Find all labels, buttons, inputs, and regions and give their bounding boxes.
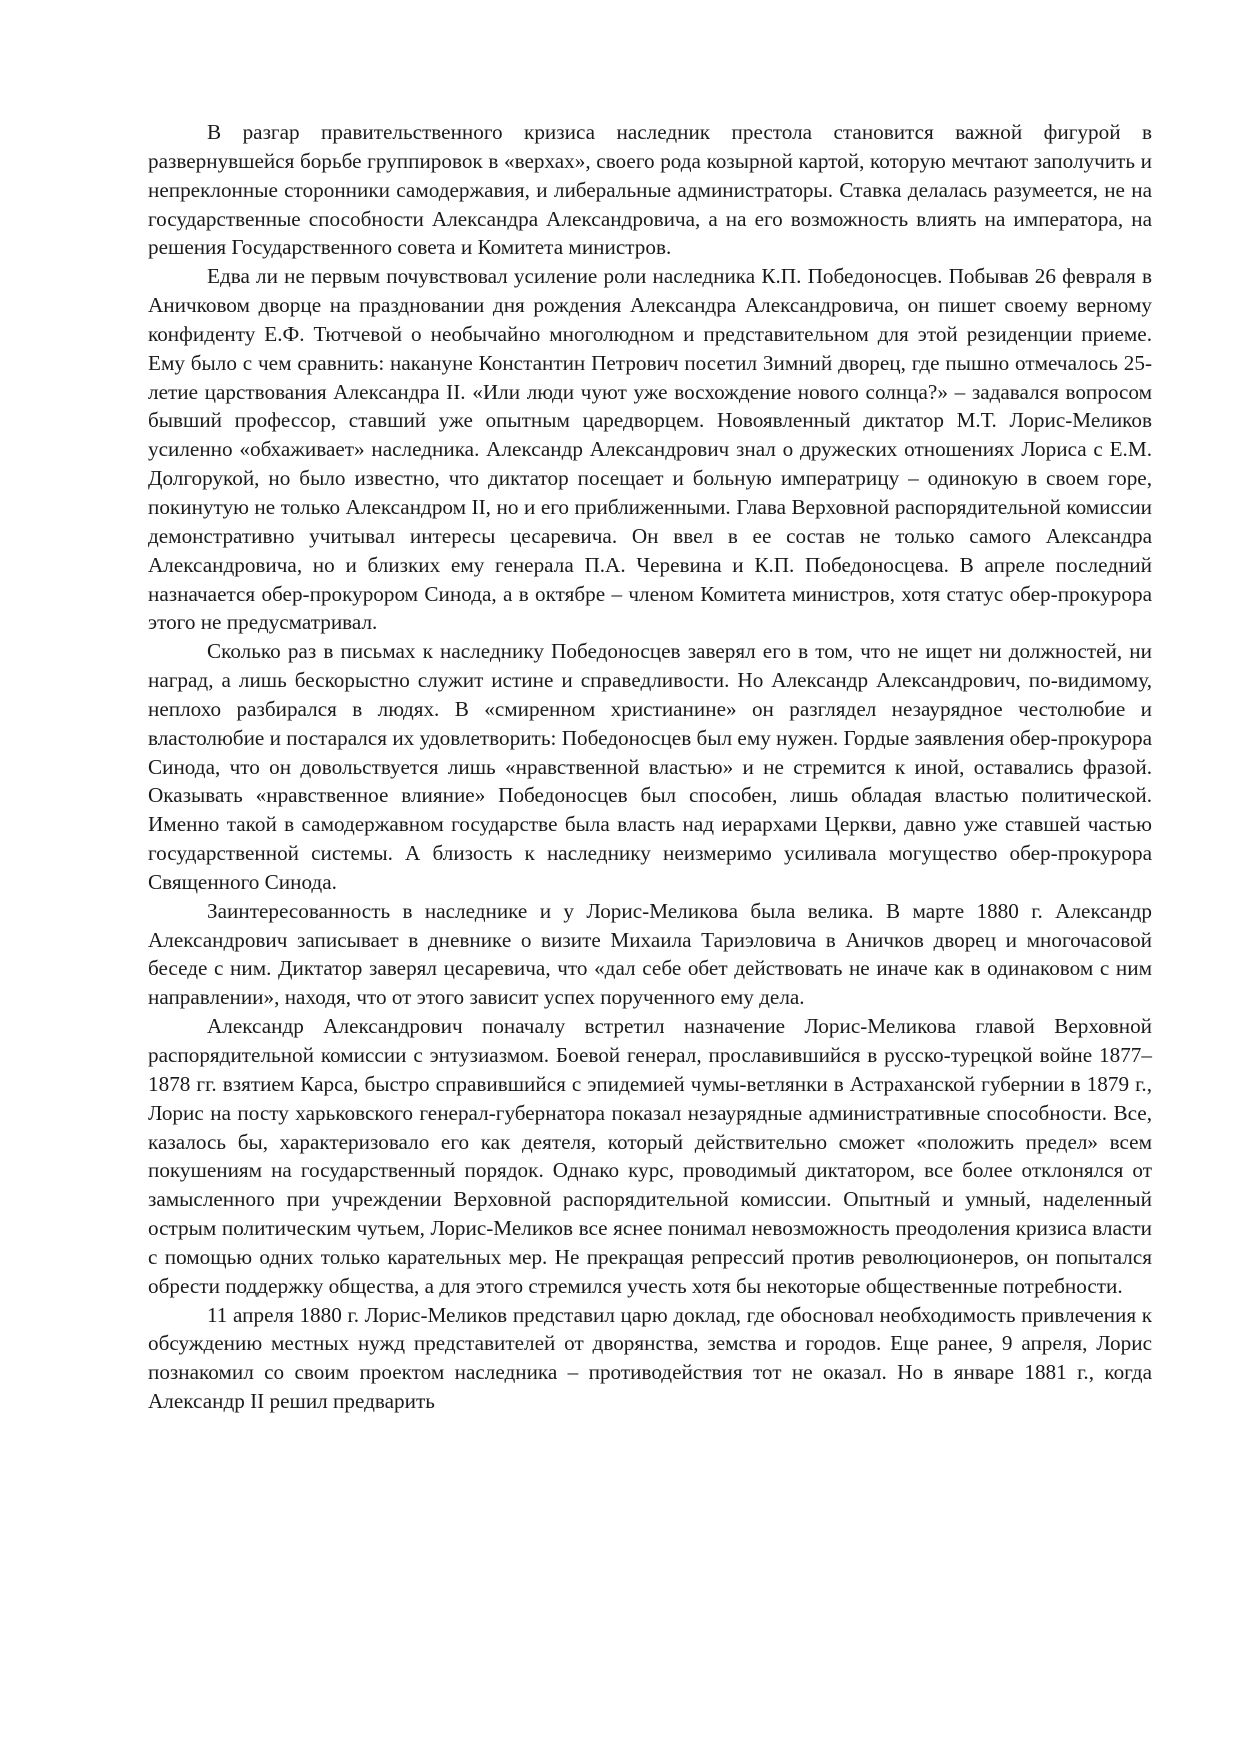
paragraph: 11 апреля 1880 г. Лорис-Меликов представил царю доклад, где обосновал необходимость привлечения к обсуждению местных нужд представителей от дворянства, земства и городов. Еще ранее, 9 апреля, Лорис познакомил со своим проектом наследника – противодействия тот не оказал. Но в январе 1881 г., когда Александр II решил предварить xyxy=(148,1302,1152,1414)
paragraph: Едва ли не первым почувствовал усиление роли наследника К.П. Победоносцев. Побывав 26 февраля в Аничковом дворце на праздновании дня рождения Александра Александровича, он пишет своему верному конфиденту Е.Ф. Тютчевой о необычайно многолюдном и представительном для этой резиденции приеме. Ему было с чем сравнить: накануне Константин Петрович посетил Зимний дворец, где пышно отмечалось 25-летие царствования Александра II. «Или люди чуют уже восхождение нового солнца?» – задавался вопросом бывший профессор, ставший уже опытным царедворцем. Новоявленный диктатор М.Т. Лорис-Меликов усиленно «обхаживает» наследника. Александр Александрович знал о дружеских отношениях Лориса с Е.М. Долгорукой, но было известно, что диктатор посещает и больную императрицу – одинокую в своем горе, покинутую не только Александром II, но и его приближенными. Глава Верховной распорядительной комиссии демонстративно учитывал интересы цесаревича. Он ввел в ее состав не только самого Александра Александровича, но и близких ему генерала П.А. Черевина и К.П. Победоносцева. В апреле последний назначается обер-прокурором Синода, а в октябре – членом Комитета министров, хотя статус обер-прокурора этого не предусматривал. xyxy=(148,264,1152,635)
paragraph: Александр Александрович поначалу встретил назначение Лорис-Меликова главой Верховной распорядительной комиссии с энтузиазмом. Боевой генерал, прославившийся в русско-турецкой войне 1877–1878 гг. взятием Карса, быстро справившийся с эпидемией чумы-ветлянки в Астраханской губернии в 1879 г., Лорис на посту харьковского генерал-губернатора показал незаурядные административные способности. Все, казалось бы, характеризовало его как деятеля, который действительно сможет «положить предел» всем покушениям на государственный порядок. Однако курс, проводимый диктатором, все более отклонялся от замысленного при учреждении Верховной распорядительной комиссии. Опытный и умный, наделенный острым политическим чутьем, Лорис-Меликов все яснее понимал невозможность преодоления кризиса власти с помощью одних только карательных мер. Не прекращая репрессий против революционеров, он попытался обрести поддержку общества, а для этого стремился учесть хотя бы некоторые общественные потребности. xyxy=(148,1014,1152,1298)
document-page xyxy=(148,118,1152,1416)
paragraph: Сколько раз в письмах к наследнику Победоносцев заверял его в том, что не ищет ни должностей, ни наград, а лишь бескорыстно служит истине и справедливости. Но Александр Александрович, по-видимому, неплохо разбирался в людях. В «смиренном христианине» он разглядел незаурядное честолюбие и властолюбие и постарался их удовлетворить: Победоносцев был ему нужен. Гордые заявления обер-прокурора Синода, что он довольствуется лишь «нравственной властью» и не стремится к иной, оставались фразой. Оказывать «нравственное влияние» Победоносцев был способен, лишь обладая властью политической. Именно такой в самодержавном государстве была власть над иерархами Церкви, давно уже ставшей частью государственной системы. А близость к наследнику неизмеримо усиливала могущество обер-прокурора Священного Синода. xyxy=(148,639,1152,894)
paragraph: В разгар правительственного кризиса наследник престола становится важной фигурой в развернувшейся борьбе группировок в «верхах», своего рода козырной картой, которую мечтают заполучить и непреклонные сторонники самодержавия, и либеральные администраторы. Ставка делалась разумеется, не на государственные способности Александра Александровича, а на его возможность влиять на императора, на решения Государственного совета и Комитета министров. xyxy=(148,120,1152,260)
paragraph: Заинтересованность в наследнике и у Лорис-Меликова была велика. В марте 1880 г. Александр Александрович записывает в дневнике о визите Михаила Тариэловича в Аничков дворец и многочасовой беседе с ним. Диктатор заверял цесаревича, что «дал себе обет действовать не иначе как в одинаковом с ним направлении», находя, что от этого зависит успех порученного ему дела. xyxy=(148,898,1152,1010)
